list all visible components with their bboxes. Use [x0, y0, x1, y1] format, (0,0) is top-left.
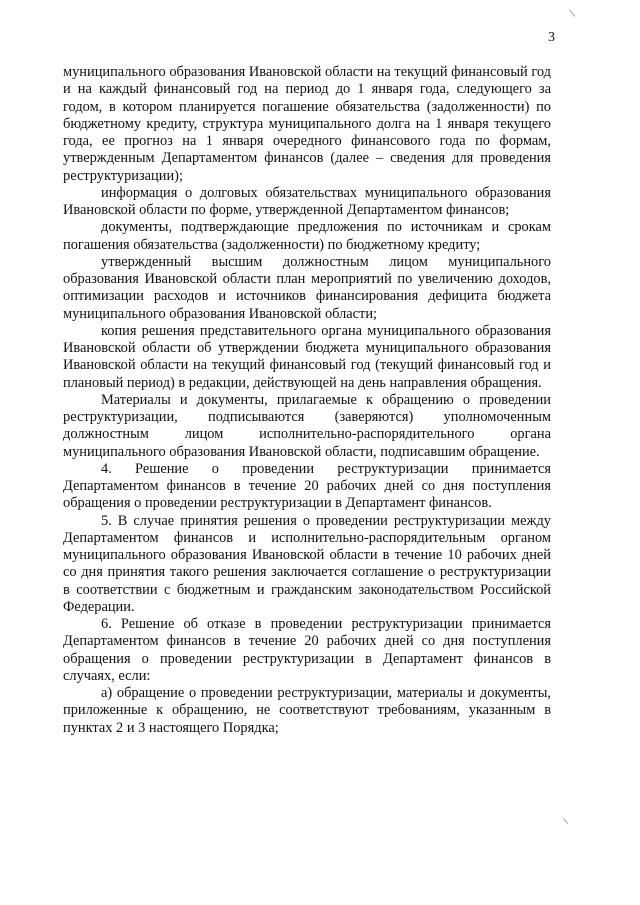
paragraph-continuation: муниципального образования Ивановской области на текущий финансовый год и на каждый финансовый год на период до 1 января года, следующего за годом, в котором планируется погашение обязательства (задолженности) по бюджетному кредиту, структура муниципального долга на 1 января текущего года, ее прогноз на 1 января очередного финансового года по формам, утвержденным Департаментом финансов (далее – сведения для проведения реструктуризации);: [63, 64, 551, 184]
paragraph-item-6: 6. Решение об отказе в проведении реструктуризации принимается Департаментом финансов в течение 20 рабочих дней со дня поступления обращения о проведении реструктуризации в Департамент финансов в случаях, если:: [63, 616, 551, 684]
paragraph-debt-info: информация о долговых обязательствах муниципального образования Ивановской области по форме, утвержденной Департаментом финансов;: [63, 184, 551, 218]
paragraph-item-5: 5. В случае принятия решения о проведении реструктуризации между Департаментом финансов и исполнительно-распорядительным органом муниципального образования Ивановской области в течение 10 рабочих дней со дня принятия такого решения заключается соглашение о реструктуризации в соответствии с бюджетным и гражданским законодательством Российской Федерации.: [63, 512, 551, 615]
paragraph-item-4: 4. Решение о проведении реструктуризации принимается Департаментом финансов в течение 20 рабочих дней со дня поступления обращения о проведении реструктуризации в Департамент финансов.: [63, 460, 551, 512]
paragraph-budget-decision: копия решения представительного органа муниципального образования Ивановской области об утверждении бюджета муниципального образования Ивановской области на текущий финансовый год (текущий финансовый год и плановый период) в редакции, действующей на день направления обращения.: [63, 322, 551, 391]
page-number: 3: [548, 30, 555, 45]
document-body: [63, 64, 551, 737]
paragraph-materials-signing: Материалы и документы, прилагаемые к обращению о проведении реструктуризации, подписываются (заверяются) уполномоченным должностным лицом исполнительно-распорядительного органа муниципального образования Ивановской области, подписавшим обращение.: [63, 391, 551, 460]
paragraph-repayment-docs: документы, подтверждающие предложения по источникам и срокам погашения обязательства (задолженности) по бюджетному кредиту;: [63, 219, 551, 253]
paragraph-action-plan: утвержденный высшим должностным лицом муниципального образования Ивановской области план мероприятий по увеличению доходов, оптимизации расходов и источников финансирования дефицита бюджета муниципального образования Ивановской области;: [63, 253, 551, 322]
paragraph-item-6a: а) обращение о проведении реструктуризации, материалы и документы, приложенные к обращению, не соответствуют требованиям, указанным в пунктах 2 и 3 настоящего Порядка;: [63, 685, 551, 736]
pen-mark-bottom: /: [561, 817, 573, 826]
pen-mark-top: /: [564, 8, 579, 19]
